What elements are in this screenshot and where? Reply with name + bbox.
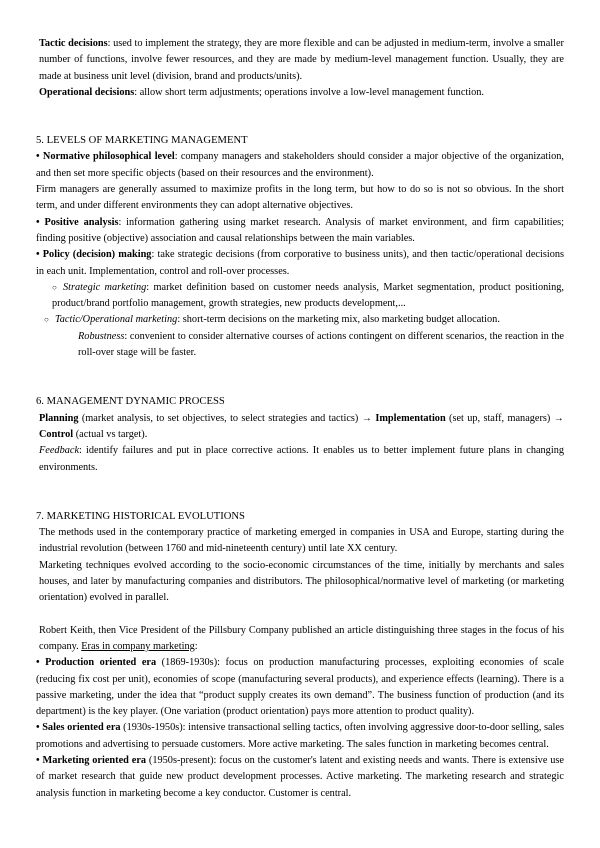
keith-colon: : (194, 640, 198, 652)
bullet-icon: • (36, 249, 40, 261)
keith-text: Robert Keith, then Vice President of the Pillsbury Company published an article distinguishing three stages in the focus of his company. (39, 624, 564, 652)
control-text: (actual vs target). (73, 428, 148, 440)
control-term: Control (39, 428, 74, 440)
spacer (36, 361, 564, 394)
circle-bullet-icon: ○ (44, 315, 49, 325)
planning-term: Planning (39, 412, 79, 424)
operational-decisions-term: Operational decisions (39, 86, 135, 98)
production-era-text: (1869-1930s): focus on production manufacturing processes, exploiting economies of scale (reducing fix cost per unit), economies of scope (manufacturing several products), and experience effects (learning). There is a passive marketing, under the idea that “product supply creates its own demand”. The business function of production (and its department) is the key player. (One variation (product orientation) pays more attention to product quality). (36, 657, 564, 718)
spacer (36, 607, 564, 623)
sales-era-paragraph (36, 720, 564, 753)
keith-paragraph (36, 623, 564, 656)
operational-decisions-paragraph (36, 85, 564, 101)
policy-making-term: Policy (decision) making (42, 249, 152, 261)
production-era-term: Production oriented era (45, 657, 157, 669)
document-page (36, 36, 564, 802)
implementation-term: Implementation (375, 412, 446, 424)
tactic-decisions-paragraph (36, 36, 564, 85)
sales-era-text: (1930s-1950s): intensive transactional selling tactics, often involving aggressive door-to-door selling, sales promotions and advertising to persuade customers. More active marketing. The sales function in marketing becomes central. (36, 722, 565, 750)
bullet-icon: • (36, 754, 40, 766)
robustness-text: : convenient to consider alternative courses of actions contingent on different scenarios, the reaction in the roll-over stage will be faster. (78, 330, 564, 359)
bullet-icon: • (36, 657, 40, 669)
spacer (36, 476, 564, 509)
bullet-icon: • (36, 722, 40, 734)
tactic-marketing-text: : short-term decisions on the marketing mix, also marketing budget allocation. (177, 314, 500, 326)
tactic-decisions-term: Tactic decisions (39, 38, 108, 49)
implementation-text: (set up, staff, managers) → (445, 412, 564, 424)
dynamic-process-paragraph (36, 411, 564, 444)
planning-text: (market analysis, to set objectives, to select strategies and tactics) → (78, 412, 376, 424)
feedback-paragraph (36, 443, 564, 476)
tactic-marketing-term: Tactic/Operational marketing (55, 314, 178, 326)
eras-link: Eras in company marketing (81, 640, 195, 652)
robustness-paragraph (36, 329, 564, 362)
marketing-era-text: (1950s-present): focus on the customer's latent and existing needs and wants. There is extensive use of market research that guide new product development processes. Active marketing. The marketing research and strategic analysis function in marketing become a key conductor. Customer is central. (36, 754, 564, 799)
robustness-term: Robustness (78, 330, 125, 342)
marketing-era-paragraph (36, 753, 564, 802)
positive-analysis-text: : information gathering using market research. Analysis of market environment, and firm capabilities; finding positive (objective) association and causal relationships between the main variables. (36, 216, 565, 244)
policy-making-text: : take strategic decisions (from corporative to business units), and then tactic/operational decisions in each unit. Implementation, control and roll-over processes. (36, 249, 565, 277)
positive-analysis-term: Positive analysis (44, 216, 119, 228)
strategic-marketing-paragraph (36, 280, 564, 313)
tactic-marketing-paragraph (36, 312, 564, 328)
spacer (36, 101, 564, 133)
feedback-text: : identify failures and put in place corrective actions. It enables us to better implement future plans in changing environments. (39, 445, 564, 473)
section-6-heading: 6. MANAGEMENT DYNAMIC PROCESS (36, 396, 225, 408)
policy-making-paragraph (36, 247, 564, 280)
normative-term: Normative philosophical level (42, 151, 175, 163)
feedback-term: Feedback (39, 445, 80, 457)
strategic-marketing-text: : market definition based on customer needs analysis, Market segmentation, product positioning, product/brand portfolio management, growth strategies, new products development,... (52, 281, 564, 310)
production-era-paragraph (36, 655, 564, 720)
positive-analysis-paragraph (36, 215, 564, 248)
sales-era-term: Sales oriented era (42, 722, 121, 734)
bullet-icon: • (36, 216, 40, 228)
circle-bullet-icon: ○ (52, 282, 57, 292)
marketing-era-term: Marketing oriented era (42, 754, 147, 766)
section-5-heading: 5. LEVELS OF MARKETING MANAGEMENT (36, 135, 248, 147)
normative-paragraph (36, 149, 564, 182)
tactic-decisions-text: : used to implement the strategy, they are more flexible and can be adjusted in medium-term, involve a smaller number of functions, involve fewer resources, and they are made by medium-level management function. Usually, they are made at business unit level (division, brand and products/units). (39, 38, 564, 82)
bullet-icon: • (36, 151, 40, 163)
strategic-marketing-term: Strategic marketing (63, 281, 147, 293)
methods-paragraph: The methods used in the contemporary practice of marketing emerged in companies in USA and Europe, starting during the industrial revolution (between 1760 and mid-nineteenth century) until late XX century. (39, 527, 564, 555)
techniques-paragraph: Marketing techniques evolved according to the socio-economic circumstances of the time, initially by merchants and sales houses, and later by manufacturing companies and distributors. The philosophical/normative level of marketing (or marketing orientation) evolved in parallel. (39, 559, 564, 604)
firm-managers-paragraph: Firm managers are generally assumed to maximize profits in the long term, but how to do so is not so obvious. In the short term, and under different environments they can adopt alternative objectives. (36, 184, 564, 212)
section-7-heading: 7. MARKETING HISTORICAL EVOLUTIONS (36, 510, 245, 522)
operational-decisions-text: : allow short term adjustments; operations involve a low-level management function. (134, 86, 484, 98)
normative-text: : company managers and stakeholders should consider a major objective of the organization, and then set more specific objects (based on their resources and the environment). (36, 151, 565, 179)
